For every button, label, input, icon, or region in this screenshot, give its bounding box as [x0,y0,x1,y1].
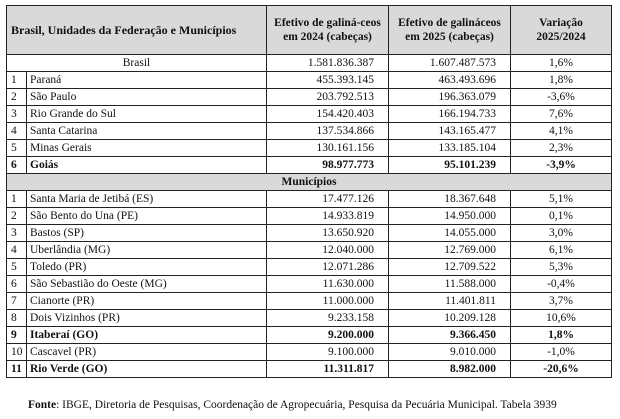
municipio-row [7,293,612,310]
municipio-rank: 4 [7,242,27,259]
state-row [7,72,612,89]
municipio-row [7,225,612,242]
municipio-variation: 5,1% [511,191,612,208]
municipio-name: Uberlândia (MG) [27,242,267,259]
state-value-2025: 95.101.239 [389,157,511,174]
brasil-2025: 1.607.487.573 [389,55,511,72]
municipio-rank: 7 [7,293,27,310]
municipio-name: Cianorte (PR) [27,293,267,310]
poultry-table [6,5,612,378]
state-rank: 2 [7,89,27,106]
municipio-value-2024: 17.477.126 [267,191,389,208]
municipio-value-2024: 12.040.000 [267,242,389,259]
state-value-2025: 166.194.733 [389,106,511,123]
state-name: Paraná [27,72,267,89]
header-region: Brasil, Unidades da Federação e Municípios [7,6,267,55]
municipio-row [7,344,612,361]
header-2024: Efetivo de galiná-ceos em 2024 (cabeças) [267,6,389,55]
state-rank: 4 [7,123,27,140]
municipio-variation: 3,7% [511,293,612,310]
municipios-section-title: Municípios [7,174,612,191]
municipio-rank: 8 [7,310,27,327]
header-2025: Efetivo de galináceos em 2025 (cabeças) [389,6,511,55]
state-value-2024: 154.420.403 [267,106,389,123]
municipio-value-2025: 8.982.000 [389,361,511,378]
municipio-value-2024: 9.100.000 [267,344,389,361]
state-value-2024: 137.534.866 [267,123,389,140]
source-note [28,399,557,411]
municipio-variation: 5,3% [511,259,612,276]
municipio-variation: 1,8% [511,327,612,344]
municipio-row [7,259,612,276]
municipio-value-2024: 11.311.817 [267,361,389,378]
municipio-value-2025: 11.588.000 [389,276,511,293]
state-value-2025: 143.165.477 [389,123,511,140]
municipio-value-2024: 14.933.819 [267,208,389,225]
state-value-2024: 130.161.156 [267,140,389,157]
municipio-value-2025: 18.367.648 [389,191,511,208]
state-rank: 3 [7,106,27,123]
state-row [7,157,612,174]
state-variation: -3,6% [511,89,612,106]
municipio-name: Dois Vizinhos (PR) [27,310,267,327]
state-variation: -3,9% [511,157,612,174]
state-rank: 1 [7,72,27,89]
brasil-2024: 1.581.836.387 [267,55,389,72]
municipio-name: Cascavel (PR) [27,344,267,361]
state-variation: 4,1% [511,123,612,140]
municipio-value-2025: 11.401.811 [389,293,511,310]
municipio-row [7,191,612,208]
municipio-value-2025: 10.209.128 [389,310,511,327]
municipio-name: Rio Verde (GO) [27,361,267,378]
state-value-2025: 196.363.079 [389,89,511,106]
municipio-row [7,361,612,378]
state-row [7,106,612,123]
header-variation: Variação 2025/2024 [511,6,612,55]
state-variation: 7,6% [511,106,612,123]
municipio-rank: 2 [7,208,27,225]
municipio-value-2025: 14.055.000 [389,225,511,242]
municipio-value-2025: 9.366.450 [389,327,511,344]
municipio-value-2024: 12.071.286 [267,259,389,276]
municipio-name: Santa Maria de Jetibá (ES) [27,191,267,208]
municipio-row [7,310,612,327]
header-row [7,6,612,55]
municipio-variation: 10,6% [511,310,612,327]
municipio-name: São Sebastião do Oeste (MG) [27,276,267,293]
municipio-name: Bastos (SP) [27,225,267,242]
municipio-value-2024: 11.000.000 [267,293,389,310]
state-name: Santa Catarina [27,123,267,140]
municipio-variation: -1,0% [511,344,612,361]
municipio-rank: 5 [7,259,27,276]
municipio-name: Toledo (PR) [27,259,267,276]
state-value-2024: 455.393.145 [267,72,389,89]
brasil-variation: 1,6% [511,55,612,72]
state-name: Rio Grande do Sul [27,106,267,123]
brasil-row [7,55,612,72]
municipio-variation: -0,4% [511,276,612,293]
municipio-rank: 6 [7,276,27,293]
source-label: Fonte [28,399,57,411]
state-rank: 6 [7,157,27,174]
municipio-variation: 6,1% [511,242,612,259]
state-variation: 2,3% [511,140,612,157]
municipio-name: São Bento do Una (PE) [27,208,267,225]
municipio-rank: 3 [7,225,27,242]
municipio-rank: 1 [7,191,27,208]
municipio-value-2024: 9.233.158 [267,310,389,327]
municipio-value-2025: 14.950.000 [389,208,511,225]
municipio-value-2024: 11.630.000 [267,276,389,293]
municipio-row [7,327,612,344]
municipio-rank: 11 [7,361,27,378]
municipio-value-2025: 9.010.000 [389,344,511,361]
municipio-variation: 0,1% [511,208,612,225]
municipio-rank: 9 [7,327,27,344]
state-row [7,89,612,106]
state-row [7,123,612,140]
municipio-name: Itaberaí (GO) [27,327,267,344]
municipio-value-2024: 13.650.920 [267,225,389,242]
state-name: Minas Gerais [27,140,267,157]
state-row [7,140,612,157]
source-text: : IBGE, Diretoria de Pesquisas, Coordenação de Agropecuária, Pesquisa da Pecuária Municipal. Tabela 3939 [56,399,557,411]
brasil-label: Brasil [7,55,267,72]
municipio-rank: 10 [7,344,27,361]
municipio-value-2025: 12.769.000 [389,242,511,259]
municipio-row [7,276,612,293]
state-value-2025: 463.493.696 [389,72,511,89]
municipio-row [7,242,612,259]
municipio-value-2024: 9.200.000 [267,327,389,344]
state-value-2024: 98.977.773 [267,157,389,174]
municipio-variation: 3,0% [511,225,612,242]
municipio-variation: -20,6% [511,361,612,378]
state-name: São Paulo [27,89,267,106]
state-value-2024: 203.792.513 [267,89,389,106]
state-name: Goiás [27,157,267,174]
municipio-row [7,208,612,225]
municipio-value-2025: 12.709.522 [389,259,511,276]
municipios-section-row [7,174,612,191]
state-rank: 5 [7,140,27,157]
state-value-2025: 133.185.104 [389,140,511,157]
state-variation: 1,8% [511,72,612,89]
